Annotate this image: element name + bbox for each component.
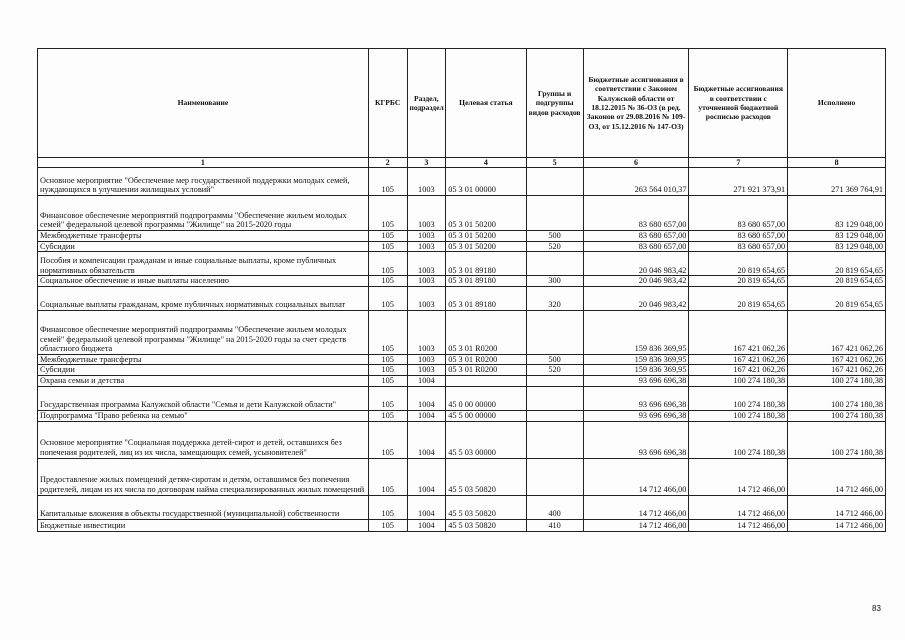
- cell-section: 1003: [407, 196, 446, 231]
- cell-group: 400: [526, 495, 583, 519]
- cell-executed: 14 712 466,00: [788, 495, 886, 519]
- cell-section: 1003: [407, 252, 446, 276]
- cell-law: 159 836 369,95: [583, 365, 689, 376]
- table-row: [38, 458, 886, 495]
- cell-section: 1004: [407, 410, 446, 421]
- cell-group: 320: [526, 286, 583, 310]
- cell-section: 1003: [407, 310, 446, 354]
- cell-refined: 100 274 180,38: [689, 421, 788, 458]
- cell-name: Основное мероприятие "Социальная поддержка детей-сирот и детей, оставшихся без попечения родителей, лиц из их числа, замещающих семей, усыновителей": [38, 421, 369, 458]
- cell-law: 159 836 369,95: [583, 310, 689, 354]
- table-row: [38, 168, 886, 196]
- cell-name: Подпрограмма "Право ребенка на семью": [38, 410, 369, 421]
- cell-refined: 14 712 466,00: [689, 458, 788, 495]
- cell-kgrbs: 105: [368, 168, 407, 196]
- cell-kgrbs: 105: [368, 410, 407, 421]
- cell-section: 1003: [407, 365, 446, 376]
- cell-target: 45 5 03 50820: [446, 458, 526, 495]
- cell-target: 05 3 01 89180: [446, 276, 526, 287]
- cell-target: 45 5 03 50820: [446, 519, 526, 531]
- cell-executed: 100 274 180,38: [788, 410, 886, 421]
- cell-name: Бюджетные инвестиции: [38, 519, 369, 531]
- cell-section: 1003: [407, 286, 446, 310]
- cell-section: 1003: [407, 231, 446, 242]
- table-row: [38, 519, 886, 531]
- cell-executed: 271 369 764,91: [788, 168, 886, 196]
- table-row: [38, 196, 886, 231]
- cell-section: 1004: [407, 458, 446, 495]
- cell-group: [526, 375, 583, 386]
- table-row: [38, 421, 886, 458]
- cell-refined: 20 819 654,65: [689, 286, 788, 310]
- cell-kgrbs: 105: [368, 276, 407, 287]
- cell-target: 05 3 01 89180: [446, 252, 526, 276]
- cell-law: 83 680 657,00: [583, 231, 689, 242]
- cell-target: 05 3 01 89180: [446, 286, 526, 310]
- cell-executed: 14 712 466,00: [788, 519, 886, 531]
- cell-group: [526, 458, 583, 495]
- cell-name: Финансовое обеспечение мероприятий подпрограммы "Обеспечение жильем молодых семей" федеральной целевой программы "Жилище" на 2015-2020 годы за счет средств областного бюджета: [38, 310, 369, 354]
- table-row: [38, 276, 886, 287]
- header-target: Целевая статья: [446, 49, 526, 158]
- cell-target: 05 3 01 50200: [446, 241, 526, 252]
- column-number: 1: [38, 158, 369, 168]
- cell-law: 83 680 657,00: [583, 196, 689, 231]
- cell-target: 45 5 00 00000: [446, 410, 526, 421]
- cell-target: 05 3 01 R0200: [446, 310, 526, 354]
- cell-law: 20 046 983,42: [583, 252, 689, 276]
- cell-target: 05 3 01 R0200: [446, 365, 526, 376]
- cell-group: 500: [526, 354, 583, 365]
- table-row: [38, 495, 886, 519]
- column-number: 5: [526, 158, 583, 168]
- cell-kgrbs: 105: [368, 252, 407, 276]
- cell-executed: 83 129 048,00: [788, 231, 886, 242]
- cell-group: 410: [526, 519, 583, 531]
- cell-group: [526, 196, 583, 231]
- cell-refined: 167 421 062,26: [689, 365, 788, 376]
- cell-executed: 20 819 654,65: [788, 252, 886, 276]
- cell-section: 1003: [407, 168, 446, 196]
- cell-executed: 100 274 180,38: [788, 375, 886, 386]
- cell-kgrbs: 105: [368, 365, 407, 376]
- cell-group: 520: [526, 365, 583, 376]
- table-row: [38, 231, 886, 242]
- cell-section: 1003: [407, 276, 446, 287]
- cell-kgrbs: 105: [368, 495, 407, 519]
- cell-name: Социальное обеспечение и иные выплаты населению: [38, 276, 369, 287]
- table-row: [38, 286, 886, 310]
- column-number: 6: [583, 158, 689, 168]
- cell-name: Основное мероприятие "Обеспечение мер государственной поддержки молодых семей, нуждающихся в улучшении жилищных условий": [38, 168, 369, 196]
- cell-refined: 14 712 466,00: [689, 519, 788, 531]
- budget-table: [37, 48, 886, 532]
- column-number: 8: [788, 158, 886, 168]
- cell-name: Охрана семьи и детства: [38, 375, 369, 386]
- cell-group: [526, 310, 583, 354]
- cell-group: 500: [526, 231, 583, 242]
- header-kgrbs: КГРБС: [368, 49, 407, 158]
- table-row: [38, 386, 886, 410]
- cell-refined: 100 274 180,38: [689, 410, 788, 421]
- cell-law: 14 712 466,00: [583, 519, 689, 531]
- column-number: 4: [446, 158, 526, 168]
- cell-target: 05 3 01 00000: [446, 168, 526, 196]
- cell-target: 05 3 01 R0200: [446, 354, 526, 365]
- cell-refined: 100 274 180,38: [689, 386, 788, 410]
- header-executed: Исполнено: [788, 49, 886, 158]
- table-row: [38, 354, 886, 365]
- table-row: [38, 375, 886, 386]
- column-number-row: [38, 158, 886, 168]
- cell-name: Финансовое обеспечение мероприятий подпрограммы "Обеспечение жильем молодых семей" федеральной целевой программы "Жилище" на 2015-2020 годы: [38, 196, 369, 231]
- cell-law: 93 696 696,38: [583, 375, 689, 386]
- header-law: Бюджетные ассигнования в соответствии с Законом Калужской области от 18.12.2015 № 36-ОЗ (в ред. Законов от 29.08.2016 № 109-ОЗ, от 15.12.2016 № 147-ОЗ): [583, 49, 689, 158]
- cell-law: 83 680 657,00: [583, 241, 689, 252]
- cell-name: Межбюджетные трансферты: [38, 354, 369, 365]
- table-row: [38, 241, 886, 252]
- cell-kgrbs: 105: [368, 286, 407, 310]
- cell-refined: 83 680 657,00: [689, 241, 788, 252]
- cell-kgrbs: 105: [368, 231, 407, 242]
- cell-executed: 167 421 062,26: [788, 354, 886, 365]
- cell-target: [446, 375, 526, 386]
- table-row: [38, 252, 886, 276]
- header-name: Наименование: [38, 49, 369, 158]
- cell-law: 20 046 983,42: [583, 286, 689, 310]
- cell-refined: 20 819 654,65: [689, 252, 788, 276]
- cell-name: Субсидии: [38, 241, 369, 252]
- cell-executed: 20 819 654,65: [788, 286, 886, 310]
- cell-section: 1004: [407, 495, 446, 519]
- column-number: 2: [368, 158, 407, 168]
- header-groups: Группы и подгруппы видов расходов: [526, 49, 583, 158]
- cell-group: 300: [526, 276, 583, 287]
- cell-refined: 271 921 373,91: [689, 168, 788, 196]
- cell-law: 20 046 983,42: [583, 276, 689, 287]
- cell-law: 263 564 010,37: [583, 168, 689, 196]
- cell-name: Межбюджетные трансферты: [38, 231, 369, 242]
- cell-kgrbs: 105: [368, 519, 407, 531]
- header-section: Раздел, подраздел: [407, 49, 446, 158]
- cell-executed: 100 274 180,38: [788, 421, 886, 458]
- cell-law: 93 696 696,38: [583, 410, 689, 421]
- cell-target: 05 3 01 50200: [446, 231, 526, 242]
- cell-executed: 20 819 654,65: [788, 276, 886, 287]
- cell-kgrbs: 105: [368, 196, 407, 231]
- cell-law: 159 836 369,95: [583, 354, 689, 365]
- cell-refined: 20 819 654,65: [689, 276, 788, 287]
- cell-refined: 83 680 657,00: [689, 231, 788, 242]
- table-body: [38, 168, 886, 532]
- cell-target: 05 3 01 50200: [446, 196, 526, 231]
- cell-executed: 100 274 180,38: [788, 386, 886, 410]
- cell-refined: 167 421 062,26: [689, 310, 788, 354]
- cell-name: Государственная программа Калужской области "Семья и дети Калужской области": [38, 386, 369, 410]
- cell-law: 93 696 696,38: [583, 421, 689, 458]
- cell-target: 45 0 00 00000: [446, 386, 526, 410]
- cell-name: Субсидии: [38, 365, 369, 376]
- cell-name: Социальные выплаты гражданам, кроме публичных нормативных социальных выплат: [38, 286, 369, 310]
- cell-section: 1004: [407, 519, 446, 531]
- cell-refined: 167 421 062,26: [689, 354, 788, 365]
- cell-law: 14 712 466,00: [583, 458, 689, 495]
- column-number: 3: [407, 158, 446, 168]
- column-number: 7: [689, 158, 788, 168]
- cell-group: [526, 386, 583, 410]
- cell-group: [526, 421, 583, 458]
- cell-group: 520: [526, 241, 583, 252]
- cell-section: 1004: [407, 421, 446, 458]
- cell-section: 1003: [407, 241, 446, 252]
- cell-executed: 167 421 062,26: [788, 365, 886, 376]
- cell-target: 45 5 03 50820: [446, 495, 526, 519]
- cell-kgrbs: 105: [368, 354, 407, 365]
- page-number: 83: [872, 604, 881, 613]
- table-header-row: [38, 49, 886, 158]
- table-row: [38, 310, 886, 354]
- cell-executed: 14 712 466,00: [788, 458, 886, 495]
- cell-name: Пособия и компенсации гражданам и иные социальные выплаты, кроме публичных нормативных обязательств: [38, 252, 369, 276]
- cell-refined: 83 680 657,00: [689, 196, 788, 231]
- cell-section: 1004: [407, 386, 446, 410]
- cell-group: [526, 252, 583, 276]
- cell-refined: 100 274 180,38: [689, 375, 788, 386]
- cell-law: 14 712 466,00: [583, 495, 689, 519]
- table-row: [38, 365, 886, 376]
- cell-section: 1003: [407, 354, 446, 365]
- cell-name: Предоставление жилых помещений детям-сиротам и детям, оставшимся без попечения родителей, лицам из их числа по договорам найма специализированных жилых помещений: [38, 458, 369, 495]
- cell-kgrbs: 105: [368, 310, 407, 354]
- cell-section: 1004: [407, 375, 446, 386]
- cell-executed: 83 129 048,00: [788, 241, 886, 252]
- header-refined: Бюджетные ассигнования в соответствии с уточненной бюджетной росписью расходов: [689, 49, 788, 158]
- cell-executed: 167 421 062,26: [788, 310, 886, 354]
- cell-group: [526, 410, 583, 421]
- cell-law: 93 696 696,38: [583, 386, 689, 410]
- cell-name: Капитальные вложения в объекты государственной (муниципальной) собственности: [38, 495, 369, 519]
- cell-kgrbs: 105: [368, 241, 407, 252]
- cell-kgrbs: 105: [368, 421, 407, 458]
- cell-refined: 14 712 466,00: [689, 495, 788, 519]
- cell-kgrbs: 105: [368, 458, 407, 495]
- cell-executed: 83 129 048,00: [788, 196, 886, 231]
- table-row: [38, 410, 886, 421]
- cell-group: [526, 168, 583, 196]
- cell-kgrbs: 105: [368, 375, 407, 386]
- cell-kgrbs: 105: [368, 386, 407, 410]
- cell-target: 45 5 03 00000: [446, 421, 526, 458]
